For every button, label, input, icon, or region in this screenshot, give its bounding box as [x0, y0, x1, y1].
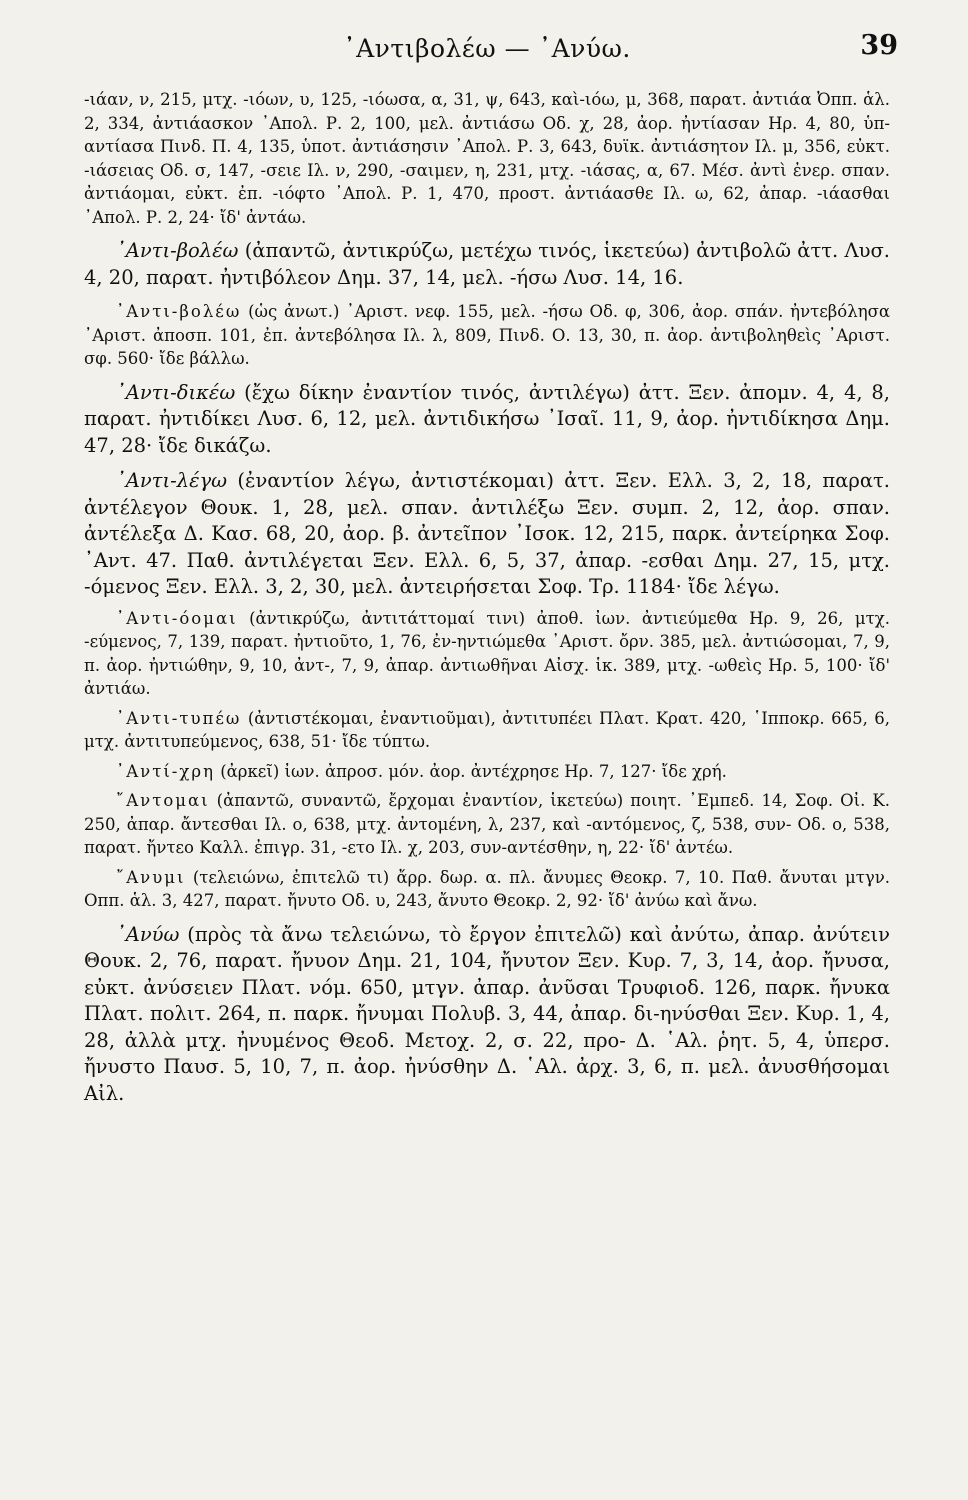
entry-lemma: ᾿Αντι-τυπέω [116, 708, 242, 728]
entry-anyo [84, 922, 890, 1108]
entry-text: (ἀντιστέκομαι, ἐναντιοῦμαι), ἀντιτυπέει Πλατ. Κρατ. 420, ῾Ιπποκρ. 665, 6, μτχ. ἀντιτυπεύμενος, 638, 51· ἴδε τύπτω. [84, 708, 890, 751]
entry-text: (ἀπαντῶ, συναντῶ, ἔρχομαι ἐναντίον, ἱκετεύω) ποιητ. ᾿Εμπεδ. 14, Σοφ. Οἰ. Κ. 250, ἀπαρ. ἄντεσθαι Ιλ. ο, 638, μτχ. ἀντομένη, λ, 237, καὶ -αντόμενος, ζ, 538, συν- Οδ. ο, 538, παρατ. ἤντεο Καλλ. ἐπιγρ. 31, -ετο Ιλ. χ, 203, συν-αντέσθην, η, 22· ἴδ' ἀντέω. [84, 791, 890, 857]
entry-lemma: ᾿Ανύω [116, 922, 180, 946]
entry-text: (ἔχω δίκην ἐναντίον τινός, ἀντιλέγω) ἀττ. Ξεν. ἀπομν. 4, 4, 8, παρατ. ἠντιδίκει Λυσ. 6, 12, μελ. ἀντιδικήσω ᾿Ισαῖ. 11, 9, ἀορ. ἠντιδίκησα Δημ. 47, 28· ἴδε δικάζω. [84, 380, 890, 457]
entry-text: (πρὸς τὰ ἄνω τελειώνω, τὸ ἔργον ἐπιτελῶ) καὶ ἀνύτω, ἀπαρ. ἀνύτειν Θουκ. 2, 76, παρατ. ἤνυον Δημ. 21, 104, ἤνυτον Ξεν. Κυρ. 7, 3, 14, ἀορ. ἤνυσα, εὐκτ. ἀνύσειεν Πλατ. νόμ. 650, μτγν. ἀπαρ. ἀνῦσαι Τρυφιοδ. 126, παρκ. ἤνυκα Πλατ. πολιτ. 264, π. παρκ. ἤνυμαι Πολυβ. 3, 44, ἀπαρ. δι-ηνύσθαι Ξεν. Κυρ. 1, 4, 28, ἀλλὰ μτχ. ἠνυμένος Θεοδ. Μετοχ. 2, σ. 22, προ- Δ. ῾Αλ. ῥητ. 5, 4, ὑπερσ. ἤνυστο Παυσ. 5, 10, 7, π. ἀορ. ἠνύσθην Δ. ῾Αλ. ἀρχ. 3, 6, π. μελ. ἀνυσθήσομαι Αἰλ. [84, 922, 891, 1105]
entry-lemma: ᾿Αντι-βολέω [116, 302, 242, 321]
entry-antiboleo-attic [84, 238, 890, 291]
page-number: 39 [860, 30, 898, 61]
entry-antomai [84, 789, 890, 860]
entry-text: (ἀπαντῶ, ἀντικρύζω, μετέχω τινός, ἱκετεύω) ἀντιβολῶ ἀττ. Λυσ. 4, 20, παρατ. ἠντιβόλεον Δημ. 37, 14, μελ. -ήσω Λυσ. 14, 16. [84, 239, 890, 289]
entry-antitypeo [84, 707, 890, 754]
entry-antiboleo-poetic [84, 300, 890, 371]
entry-antioomai [84, 607, 890, 701]
entry-anymi [84, 866, 890, 913]
entry-text: (ἀντικρύζω, ἀντιτάττομαί τινι) ἀποθ. ἰων. ἀντιεύμεθα Ηρ. 9, 26, μτχ. -εύμενος, 7, 139, παρατ. ἠντιοῦτο, 1, 76, ἐν-ηντιώμεθα ᾿Αριστ. ὄρν. 385, μελ. ἀντιώσομαι, 7, 9, π. ἀορ. ἠντιώθην, 9, 10, ἀντ-, 7, 9, ἀπαρ. ἀντιωθῆναι Αἰσχ. ἱκ. 389, μτχ. -ωθεὶς Ηρ. 5, 100· ἴδ' ἀντιάω. [84, 608, 891, 698]
entry-text: (ἐναντίον λέγω, ἀντιστέκομαι) ἀττ. Ξεν. Ελλ. 3, 2, 18, παρατ. ἀντέλεγον Θουκ. 1, 28, μελ. σπαν. ἀντιλέξω Ξεν. συμπ. 2, 12, ἀορ. σπαν. ἀντέλεξα Δ. Κασ. 68, 20, ἀορ. β. ἀντεῖπον ᾿Ισοκ. 12, 215, παρκ. ἀντείρηκα Σοφ. ᾿Αντ. 47. Παθ. ἀντιλέγεται Ξεν. Ελλ. 6, 5, 37, ἀπαρ. -εσθαι Δημ. 27, 15, μτχ. -όμενος Ξεν. Ελλ. 3, 2, 30, μελ. ἀντειρήσεται Σοφ. Τρ. 1184· ἴδε λέγω. [84, 469, 890, 598]
entry-lemma: ᾿Αντι-βολέω [116, 239, 239, 262]
entry-continuation [84, 88, 890, 229]
page-header-title: ᾿Αντιβολέω — ᾿Ανύω. [343, 34, 631, 63]
entry-lemma: ῎Αντομαι [116, 791, 210, 810]
entry-text: -ιάαν, ν, 215, μτχ. -ιόων, υ, 125, -ιόωσα, α, 31, ψ, 643, καὶ-ιόω, μ, 368, παρατ. ἀντιάα Ὀππ. ἁλ. 2, 334, ἀντιάασκον ᾿Απολ. Ρ. 2, 100, μελ. ἀντιάσω Οδ. χ, 28, ἀορ. ἠντίασαν Ηρ. 4, 80, ὑπ-αντίασα Πινδ. Π. 4, 135, ὑποτ. ἀντιάσησιν ᾿Απολ. Ρ. 3, 643, δυϊκ. ἀντιάσητον Ιλ. μ, 356, εὐκτ. -ιάσειας Οδ. σ, 147, -σειε Ιλ. ν, 290, -σαιμεν, η, 231, μτχ. -ιάσας, α, 67. Μέσ. ἀντὶ ἐνερ. σπαν. ἀντιάομαι, εὐκτ. ἐπ. -ιόφτο ᾿Απολ. Ρ. 1, 470, προστ. ἀντιάασθε Ιλ. ω, 62, ἀπαρ. -ιάασθαι ᾿Απολ. Ρ. 2, 24· ἴδ' ἀντάω. [84, 90, 890, 227]
entry-antilego [84, 468, 890, 601]
entry-antidikeo [84, 380, 890, 460]
entry-lemma: ᾿Αντί-χρη [116, 761, 215, 781]
entry-lemma: ᾿Αντι-δικέω [116, 380, 236, 404]
entry-lemma: ᾿Αντι-λέγω [116, 469, 228, 492]
entry-antichre [84, 760, 890, 784]
entry-lemma: ῎Ανυμι [116, 867, 186, 887]
entry-text: (ἀρκεῖ) ἰων. ἀπροσ. μόν. ἀορ. ἀντέχρησε Ηρ. 7, 127· ἴδε χρή. [220, 761, 727, 781]
entry-text: (τελειώνω, ἐπιτελῶ τι) ἄρρ. δωρ. α. πλ. ἄνυμες Θεοκρ. 7, 10. Παθ. ἄνυται μτγν. Οππ. ἁλ. 3, 427, παρατ. ἤνυτο Οδ. υ, 243, ἄνυτο Θεοκρ. 2, 92· ἴδ' ἀνύω καὶ ἄνω. [84, 867, 890, 910]
entry-text: (ὡς ἀνωτ.) ᾿Αριστ. νεφ. 155, μελ. -ήσω Οδ. φ, 306, ἀορ. σπάν. ἠντεβόλησα ᾿Αριστ. ἀποσπ. 101, ἐπ. ἀντεβόλησα Ιλ. λ, 809, Πινδ. Ο. 13, 30, π. ἀορ. ἀντιβοληθεὶς ᾿Αριστ. σφ. 560· ἴδε βάλλω. [84, 302, 890, 368]
running-head [84, 28, 898, 74]
entry-lemma: ᾿Αντι-όομαι [116, 608, 238, 628]
